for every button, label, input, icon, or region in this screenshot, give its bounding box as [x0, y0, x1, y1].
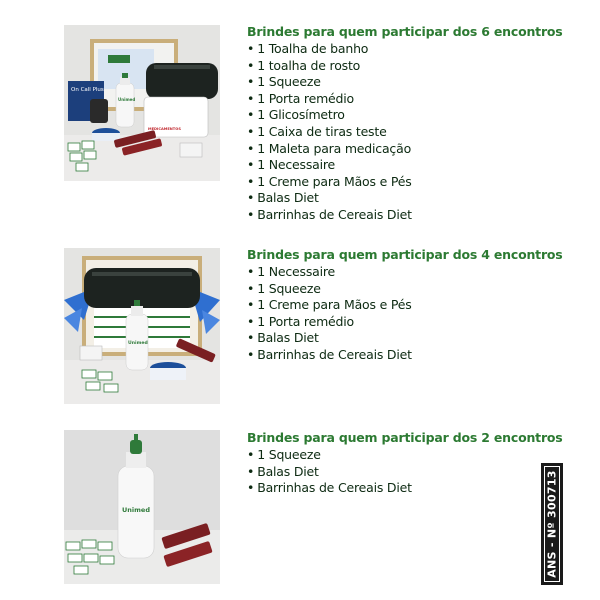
list-item: • 1 Necessaire [247, 264, 547, 281]
list-item: • 1 Squeeze [247, 281, 547, 298]
list-item: • Balas Diet [247, 330, 547, 347]
list-item: • 1 Glicosímetro [247, 107, 547, 124]
list-item: • 1 toalha de rosto [247, 58, 547, 75]
list-item: • Barrinhas de Cereais Diet [247, 207, 547, 224]
list-item: • Barrinhas de Cereais Diet [247, 347, 547, 364]
bottle-label: Unimed [118, 97, 136, 102]
bottle-label: Unimed [122, 506, 150, 514]
gift-kit-4-illustration [64, 248, 220, 404]
kit-case-label: MEDICAMENTOS [148, 127, 181, 131]
section-heading: Brindes para quem participar dos 4 encontros [247, 247, 563, 262]
gift-list [247, 264, 547, 364]
gift-list [247, 41, 547, 224]
list-item: • 1 Toalha de banho [247, 41, 547, 58]
list-item: • 1 Creme para Mãos e Pés [247, 174, 547, 191]
list-item: • 1 Caixa de tiras teste [247, 124, 547, 141]
bottle-label: Unimed [128, 341, 148, 346]
section-heading: Brindes para quem participar dos 2 encontros [247, 430, 563, 445]
list-item: • 1 Porta remédio [247, 314, 547, 331]
section-2-encounters [247, 429, 563, 497]
list-item: • 1 Necessaire [247, 157, 547, 174]
list-item: • 1 Squeeze [247, 74, 547, 91]
gift-list [247, 447, 547, 497]
gift-kit-6-illustration [64, 25, 220, 181]
list-item: • Balas Diet [247, 190, 547, 207]
list-item: • Barrinhas de Cereais Diet [247, 480, 547, 497]
meter-box-label: On Call Plus [71, 87, 104, 93]
gift-photo-2-encounters [64, 430, 220, 584]
section-6-encounters [247, 23, 563, 224]
ans-badge-text: ANS - Nº 300713 [545, 470, 559, 578]
gift-kit-2-illustration [64, 430, 220, 584]
list-item: • 1 Maleta para medicação [247, 141, 547, 158]
ans-registration-badge [541, 463, 563, 585]
gift-photo-6-encounters [64, 25, 220, 181]
section-heading: Brindes para quem participar dos 6 encontros [247, 24, 563, 39]
list-item: • 1 Squeeze [247, 447, 547, 464]
list-item: • 1 Creme para Mãos e Pés [247, 297, 547, 314]
gift-photo-4-encounters [64, 248, 220, 404]
section-4-encounters [247, 246, 563, 364]
list-item: • Balas Diet [247, 464, 547, 481]
list-item: • 1 Porta remédio [247, 91, 547, 108]
